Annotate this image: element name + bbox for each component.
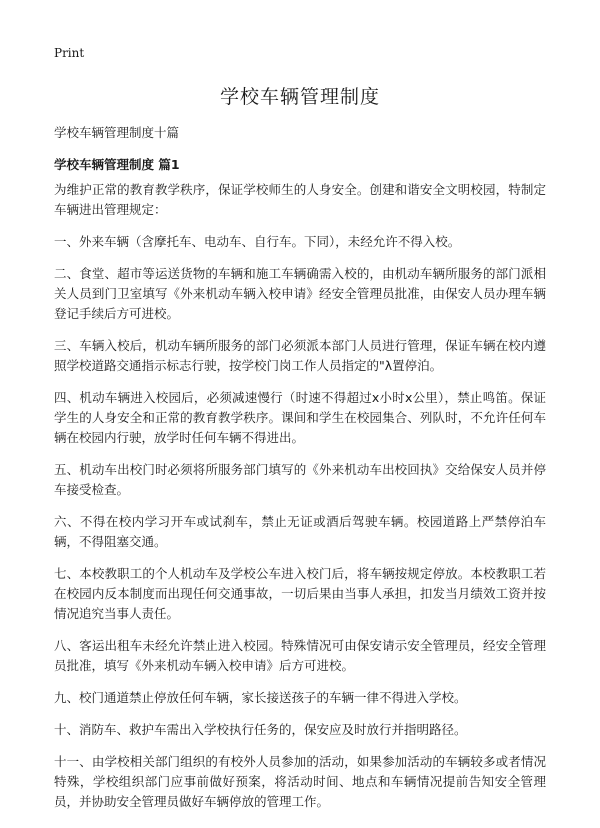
paragraph-rule-2: 二、食堂、超市等运送货物的车辆和施工车辆确需入校的，由机动车辆所服务的部门派相关人员到门卫室填写《外来机动车辆入校申请》经安全管理员批准，由保安人员办理车辆登记手续后方可进校。 — [54, 266, 546, 321]
document-subtitle: 学校车辆管理制度十篇 — [54, 125, 180, 140]
paragraph-rule-5: 五、机动车出校门时必须将所服务部门填写的《外来机动车出校回执》交给保安人员并停车接受检查。 — [54, 462, 546, 497]
page-title: 学校车辆管理制度 — [219, 86, 380, 108]
paragraph-rule-3: 三、车辆入校后，机动车辆所服务的部门必须派本部门人员进行管理，保证车辆在校内遵照学校道路交通指示标志行驶，按学校门岗工作人员指定的"λ置停泊。 — [54, 338, 546, 373]
paragraph-rule-11: 十一、由学校相关部门组织的有校外人员参加的活动，如果参加活动的车辆较多或者情况特殊，学校组织部门应事前做好预案，将活动时间、地点和车辆情况提前告知安全管理员，并协助安全管理员做好车辆停放的管理工作。 — [54, 754, 546, 809]
paragraph-rule-7: 七、本校教职工的个人机动车及学校公车进入校门后，将车辆按规定停放。本校教职工若在校园内反本制度而出现任何交通事故，一切后果由当事人承担，扣发当月绩效工资并按情况追究当事人责任。 — [54, 566, 546, 621]
section-heading: 学校车辆管理制度 篇1 — [54, 157, 180, 172]
paragraph-rule-9: 九、校门通道禁止停放任何车辆，家长接送孩子的车辆一律不得进入学校。 — [54, 690, 467, 705]
document-body — [54, 180, 546, 824]
paragraph-rule-6: 六、不得在校内学习开车或试刹车，禁止无证或酒后驾驶车辆。校园道路上严禁停泊车辆，不得阻塞交通。 — [54, 514, 546, 549]
paragraph-rule-1: 一、外来车辆（含摩托车、电动车、自行车。下同），未经允许不得入校。 — [54, 234, 461, 249]
paragraph-rule-4: 四、机动车辆进入校园后，必须减速慢行（时速不得超过x小时x公里），禁止鸣笛。保证学生的人身安全和正常的教育教学秩序。课间和学生在校园集合、列队时，不允许任何车辆在校园内行驶，放学时任何车辆不得进出。 — [54, 390, 546, 445]
paragraph-intro: 为维护正常的教育教学秩序，保证学校师生的人身安全。创建和谐安全文明校园，特制定车辆进出管理规定： — [54, 182, 546, 217]
print-link[interactable]: Print — [54, 46, 85, 60]
paragraph-rule-10: 十、消防车、救护车需出入学校执行任务的，保安应及时放行并指明路径。 — [54, 722, 467, 737]
paragraph-rule-8: 八、客运出租车未经允许禁止进入校园。特殊情况可由保安请示安全管理员，经安全管理员批准，填写《外来机动车辆入校申请》后方可进校。 — [54, 638, 546, 673]
